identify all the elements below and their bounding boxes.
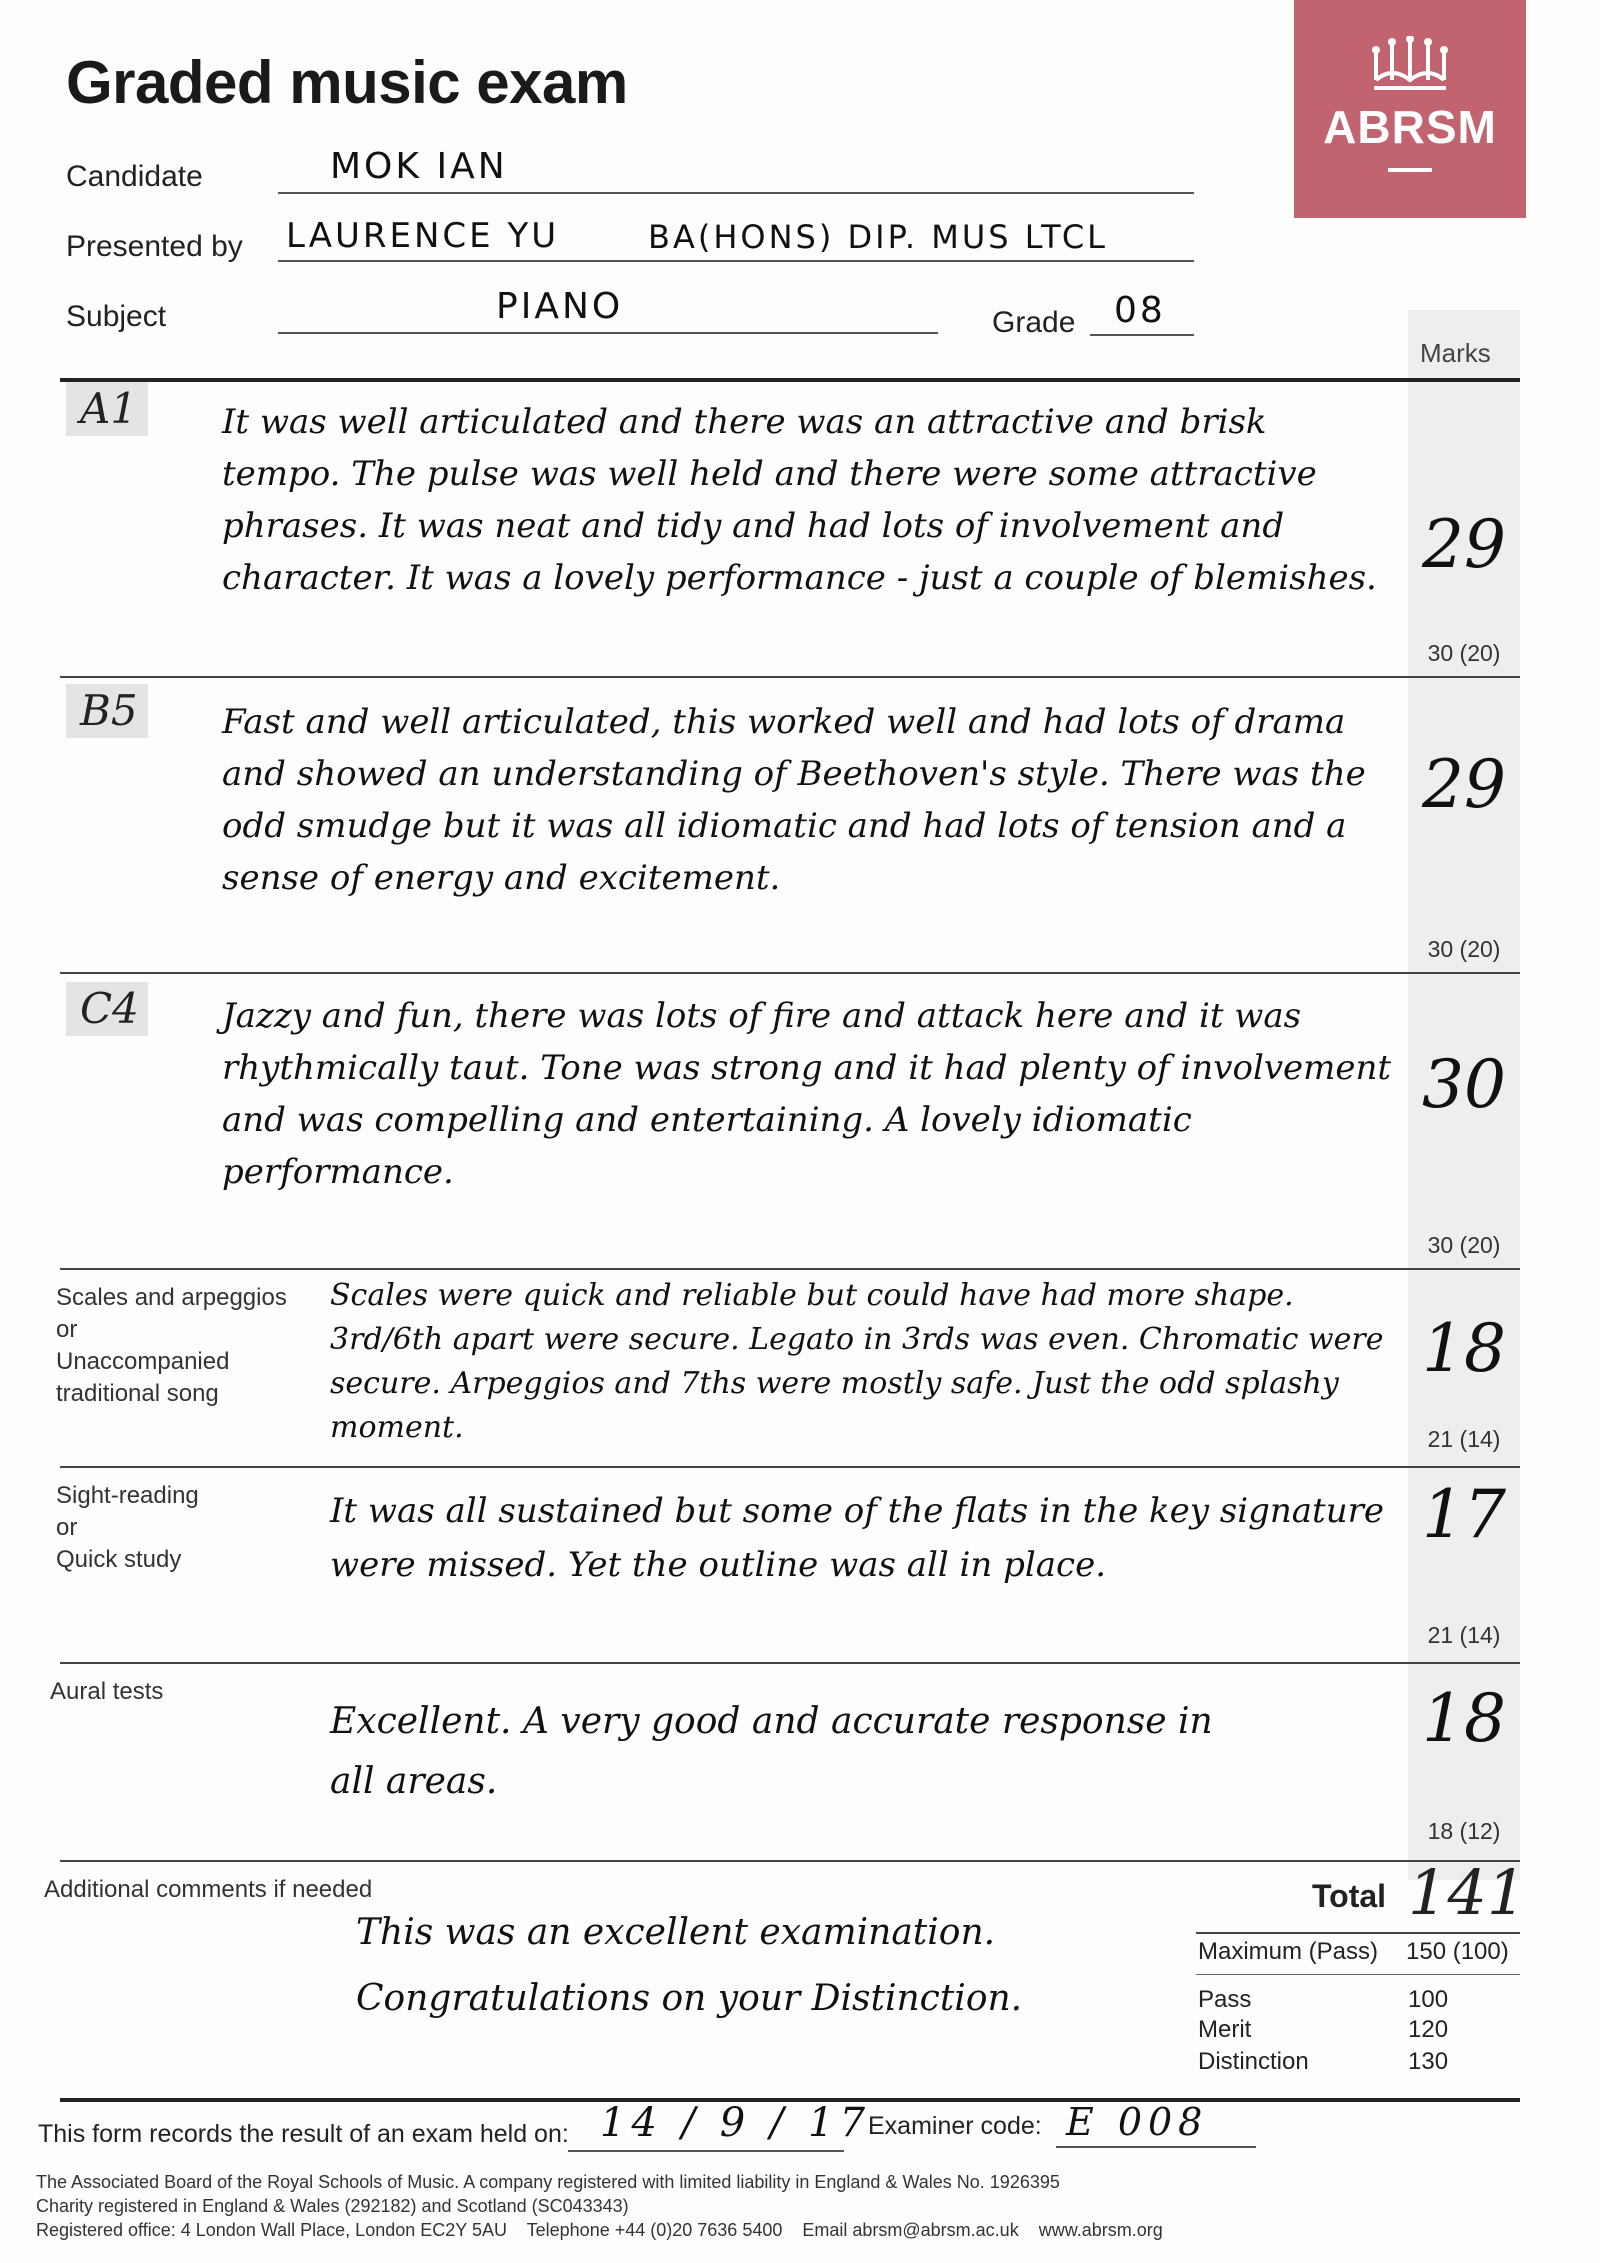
maximum-label: Maximum (Pass) xyxy=(1198,1938,1379,1965)
scales-comment: Scales were quick and reliable but could have had more shape. 3rd/6th apart were secure. Legato in 3rds was even. Chromatic were secure. Arpeggios and 7ths were mostly safe. Just the odd splashy moment. xyxy=(330,1278,1384,1445)
presented-by-name: LAURENCE YU xyxy=(286,216,560,256)
pass-label: Pass xyxy=(1198,1986,1252,2013)
subject-underline xyxy=(278,332,938,334)
piece-b-tag: B5 xyxy=(66,684,148,738)
distinction-value: 130 xyxy=(1408,2048,1449,2075)
aural-tests-label: Aural tests xyxy=(50,1678,164,1705)
section-rule xyxy=(60,1662,1520,1664)
pass-value: 100 xyxy=(1408,1986,1449,2013)
examiner-code-label: Examiner code: xyxy=(868,2112,1042,2140)
candidate-value: MOK IAN xyxy=(330,146,508,187)
presented-by-underline xyxy=(278,260,1194,262)
aural-tests-max: 18 (12) xyxy=(1427,1818,1501,1844)
sight-reading-mark: 17 xyxy=(1422,1476,1506,1553)
exam-date-value: 14 / 9 / 17 xyxy=(600,2100,872,2146)
exam-date-underline xyxy=(568,2150,844,2152)
section-rule xyxy=(60,1268,1520,1270)
section-rule xyxy=(60,972,1520,974)
piece-a-max: 30 (20) xyxy=(1427,640,1501,666)
presented-by-qualifications: BA(HONS) DIP. MUS LTCL xyxy=(648,218,1108,256)
piece-c-tag: C4 xyxy=(66,982,148,1036)
presented-by-label: Presented by xyxy=(66,230,243,263)
section-rule xyxy=(60,378,1520,382)
footer-company-line: The Associated Board of the Royal Schools of Music. A company registered with limited liability in England & Wales No. 1926395 xyxy=(36,2172,1060,2192)
aural-tests-mark: 18 xyxy=(1422,1680,1506,1757)
additional-comments-text: This was an excellent examination. Congratulations on your Distinction. xyxy=(356,1912,1023,2019)
sight-reading-max: 21 (14) xyxy=(1427,1622,1501,1648)
candidate-label: Candidate xyxy=(66,160,203,193)
subject-value: PIANO xyxy=(496,286,624,327)
grade-value: 08 xyxy=(1114,290,1166,331)
piece-c-max: 30 (20) xyxy=(1427,1232,1501,1258)
form-title: Graded music exam xyxy=(66,49,628,116)
section-rule xyxy=(60,1860,1520,1862)
logo-text: ABRSM xyxy=(1323,101,1497,153)
piece-a-tag: A1 xyxy=(66,382,148,436)
total-label: Total xyxy=(1312,1878,1387,1914)
section-rule xyxy=(60,676,1520,678)
marks-header: Marks xyxy=(1420,338,1491,368)
piece-c-comment: Jazzy and fun, there was lots of fire and attack here and it was rhythmically taut. Tone was strong and it had plenty of involvement and was compelling and entertaining. A lovely idiomatic performance. xyxy=(222,996,1392,1192)
piece-c-mark: 30 xyxy=(1422,1046,1506,1123)
piece-b-mark: 29 xyxy=(1422,746,1506,823)
sight-reading-label: Sight-reading or Quick study xyxy=(56,1482,199,1573)
exam-date-label: This form records the result of an exam held on: xyxy=(38,2120,569,2148)
candidate-underline xyxy=(278,192,1194,194)
footer-charity-line: Charity registered in England & Wales (292182) and Scotland (SC043343) xyxy=(36,2196,629,2216)
footer-address-line: Registered office: 4 London Wall Place, London EC2Y 5AU Telephone +44 (0)20 7636 5400 Email abrsm@abrsm.ac.uk www.abrsm.org xyxy=(36,2220,1163,2240)
merit-value: 120 xyxy=(1408,2016,1449,2043)
subject-label: Subject xyxy=(66,300,167,333)
total-value: 141 xyxy=(1408,1856,1527,1929)
total-rule xyxy=(1196,1932,1520,1934)
scales-max: 21 (14) xyxy=(1427,1426,1501,1452)
piece-a-mark: 29 xyxy=(1422,506,1506,583)
piece-b-comment: Fast and well articulated, this worked well and had lots of drama and showed an understanding of Beethoven's style. There was the odd smudge but it was all idiomatic and had lots of tension and a sense of energy and excitement. xyxy=(222,702,1366,898)
sight-reading-comment: It was all sustained but some of the flats in the key signature were missed. Yet the outline was all in place. xyxy=(330,1491,1384,1585)
scales-mark: 18 xyxy=(1422,1310,1506,1387)
examiner-code-underline xyxy=(1056,2146,1256,2148)
additional-comments-label: Additional comments if needed xyxy=(44,1876,373,1903)
examiner-code-value: E 008 xyxy=(1066,2100,1209,2144)
piece-b-max: 30 (20) xyxy=(1427,936,1501,962)
distinction-label: Distinction xyxy=(1198,2048,1309,2075)
maximum-rule xyxy=(1196,1974,1520,1975)
grade-label: Grade xyxy=(992,306,1076,339)
merit-label: Merit xyxy=(1198,2016,1252,2043)
maximum-value: 150 (100) xyxy=(1406,1938,1509,1965)
crown-icon xyxy=(1370,36,1450,92)
logo-bar xyxy=(1388,168,1432,172)
section-rule xyxy=(60,1466,1520,1468)
scales-label: Scales and arpeggios or Unaccompanied traditional song xyxy=(56,1284,287,1407)
abrsm-logo xyxy=(1294,0,1526,218)
piece-a-comment: It was well articulated and there was an attractive and brisk tempo. The pulse was well held and there were some attractive phrases. It was neat and tidy and had lots of involvement and character. It was a lovely performance - just a couple of blemishes. xyxy=(222,402,1377,598)
grade-underline xyxy=(1090,334,1194,336)
aural-tests-comment: Excellent. A very good and accurate response in all areas. xyxy=(330,1701,1213,1802)
